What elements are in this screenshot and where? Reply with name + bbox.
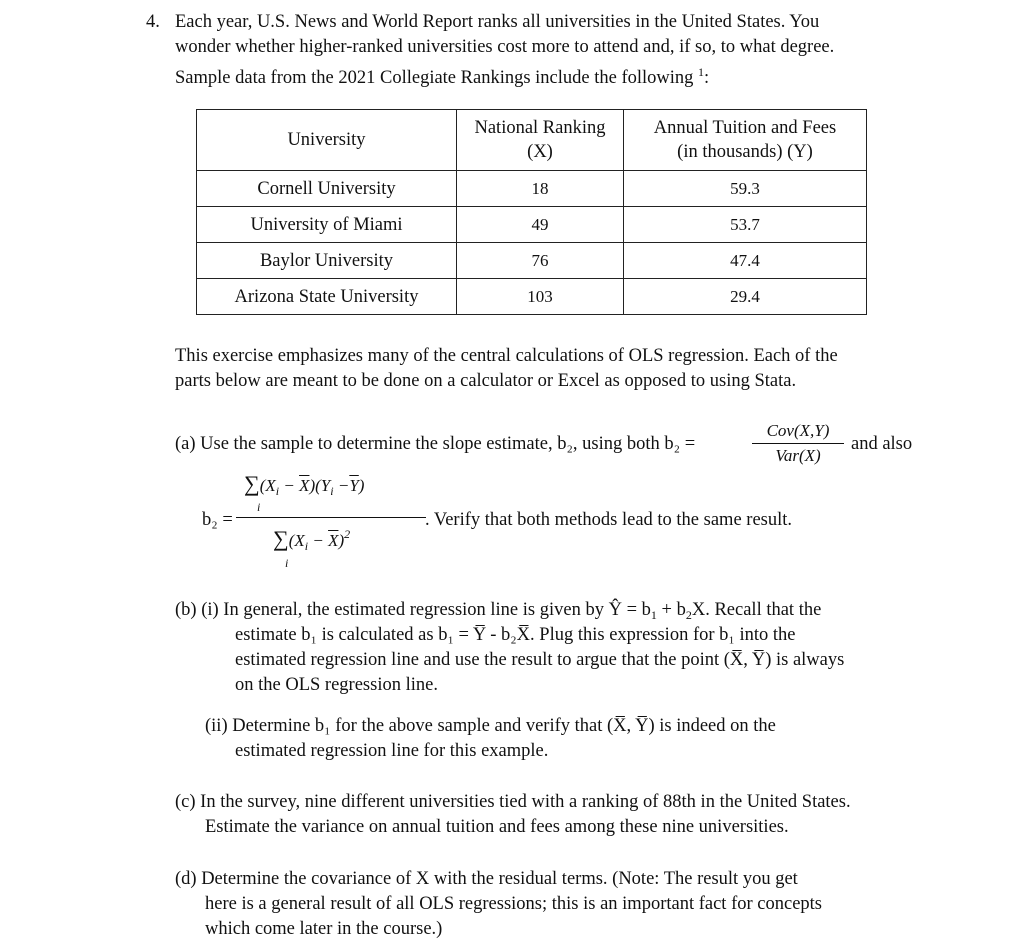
intro-line — [175, 60, 935, 91]
sum-numerator: $\sum(X_i - \overline{X})(Y_i -\overline{Y})$ — [244, 471, 365, 498]
part-d-line2: here is a general result of all OLS regressions; this is an important fact for concepts — [205, 894, 822, 914]
part-b-i-line4: on the OLS regression line. — [235, 675, 438, 695]
sum-index-i: i — [257, 500, 261, 514]
part-b-i-line1: (b) (i) In general, the estimated regression line is given by Ŷ = $b_1 + b_2X$. Recall that the — [175, 600, 822, 622]
b2-equals: b₂ = — [202, 510, 233, 530]
cell-tuition: 59.3 — [624, 171, 867, 207]
part-d-line1: (d) Determine the covariance of X with the residual terms. (Note: The result you get — [175, 869, 798, 889]
emphasis-paragraph — [175, 344, 838, 394]
intro-line: wonder whether higher-ranked universities cost more to attend and, if so, to what degree. — [175, 37, 835, 57]
part-c-line2: Estimate the variance on annual tuition and fees among these nine universities. — [205, 817, 789, 837]
cell-tuition: 53.7 — [624, 207, 867, 243]
cell-ranking: 103 — [457, 279, 624, 315]
table-row — [197, 243, 867, 279]
rankings-table — [196, 109, 867, 315]
part-b-ii-line1: (ii) Determine b₁ for the above sample and verify that (X̅, Y̅) is indeed on the — [205, 716, 776, 736]
sum-denominator: $\sum(X_i - \overline{X})^2$ — [273, 526, 351, 553]
part-d-line3: which come later in the course.) — [205, 919, 443, 939]
table-row — [197, 207, 867, 243]
cell-tuition: 47.4 — [624, 243, 867, 279]
question-intro — [175, 10, 935, 91]
emphasis-line: This exercise emphasizes many of the central calculations of OLS regression. Each of the — [175, 346, 838, 366]
header-tuition: Annual Tuition and Fees (in thousands) (Y) — [624, 110, 867, 171]
cell-ranking: 76 — [457, 243, 624, 279]
var-denominator: Var(X) — [775, 446, 821, 465]
sum-index-i: i — [285, 556, 289, 570]
part-b-i-line3: estimated regression line and use the result to argue that the point (X̅, Y̅) is always — [235, 650, 845, 670]
cov-over-var-fraction — [752, 419, 844, 468]
emphasis-line: parts below are meant to be done on a calculator or Excel as opposed to using Stata. — [175, 371, 797, 391]
part-c-line1: (c) In the survey, nine different universities tied with a ranking of 88th in the United States. — [175, 792, 851, 812]
cell-ranking: 18 — [457, 171, 624, 207]
footnote-mark: 1 — [698, 65, 705, 79]
cell-tuition: 29.4 — [624, 279, 867, 315]
intro-line-text: Sample data from the 2021 Collegiate Rankings include the following — [175, 68, 694, 89]
sum-fraction — [244, 472, 426, 503]
sum-fraction-bar — [236, 517, 426, 518]
and-also-text: and also — [851, 434, 913, 454]
header-national-ranking: National Ranking (X) — [457, 110, 624, 171]
cell-university: Baylor University — [197, 243, 457, 279]
intro-line: Each year, U.S. News and World Report ranks all universities in the United States. You — [175, 12, 820, 32]
header-university: University — [197, 110, 457, 171]
cell-university: University of Miami — [197, 207, 457, 243]
question-number: 4. — [146, 12, 160, 32]
part-b-i-line2: estimate b₁ is calculated as b₁ = Y̅ - b₂X̅. Plug this expression for b₁ into the — [235, 625, 796, 645]
table-header-row — [197, 110, 867, 171]
part-b-ii-line2: estimated regression line for this example. — [235, 741, 549, 761]
intro-colon: : — [704, 68, 710, 89]
cell-ranking: 49 — [457, 207, 624, 243]
table-row — [197, 279, 867, 315]
table-row — [197, 171, 867, 207]
cell-university: Cornell University — [197, 171, 457, 207]
part-a-text: (a) Use the sample to determine the slope estimate, b₂, using both b₂ = — [175, 434, 696, 454]
cov-numerator: Cov(X,Y) — [766, 421, 830, 440]
cell-university: Arizona State University — [197, 279, 457, 315]
verify-text: . Verify that both methods lead to the same result. — [425, 510, 793, 530]
